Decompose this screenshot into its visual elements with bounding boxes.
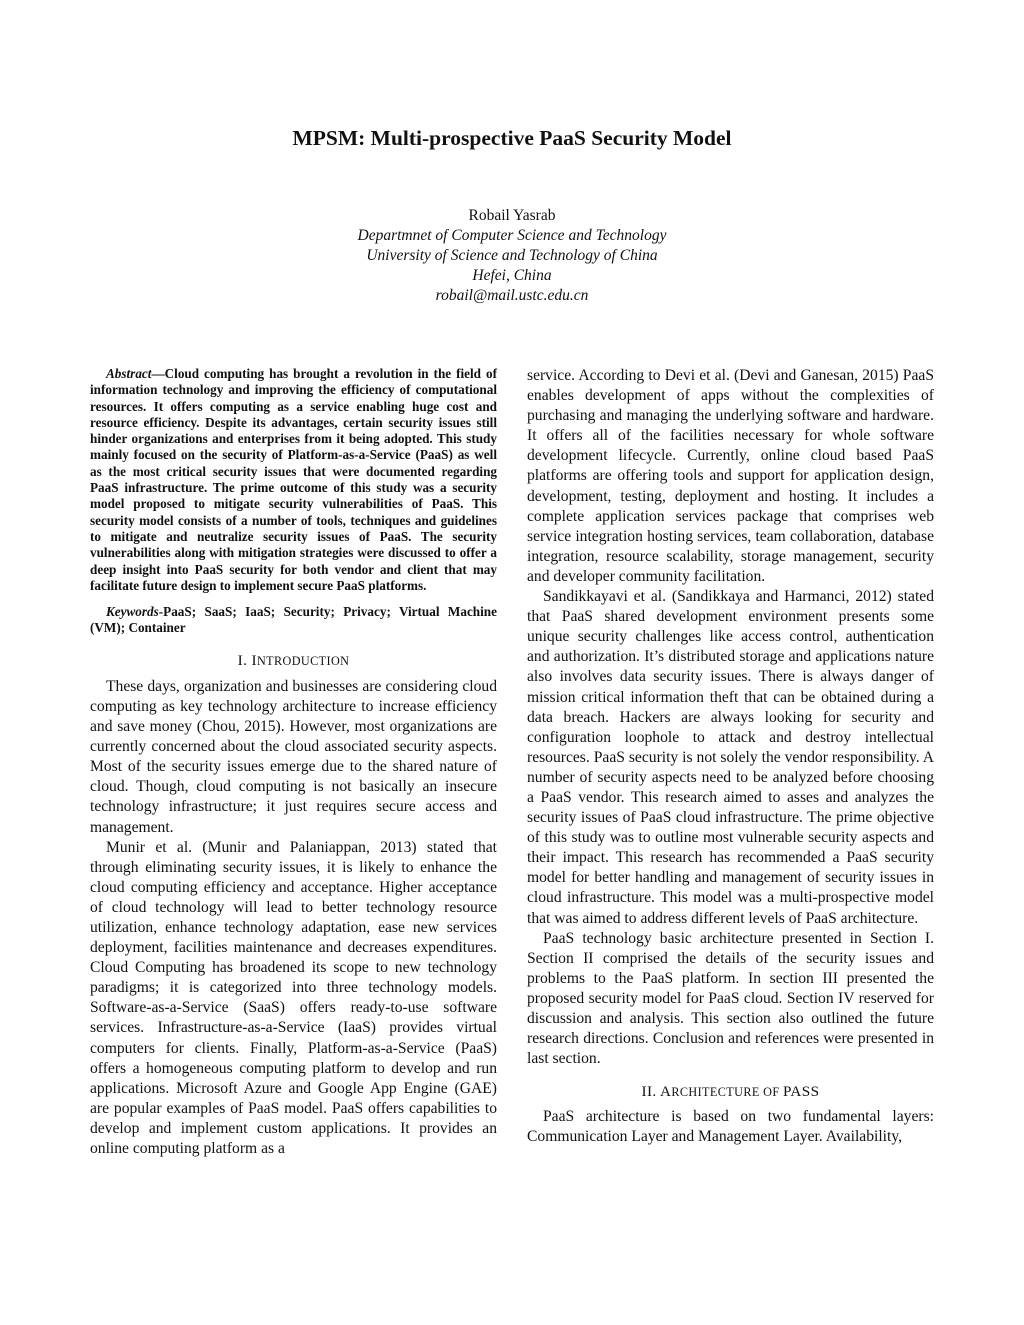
abstract-dash: —	[151, 366, 165, 381]
left-column	[90, 366, 497, 1159]
section-title-cap: I	[251, 651, 257, 669]
architecture-paragraph-1: PaaS architecture is based on two fundamental layers: Communication Layer and Management Layer. Availability,	[527, 1108, 934, 1146]
intro-paragraph-1: These days, organization and businesses are considering cloud computing as key technology architecture to increase efficiency and save money (Chou, 2015). However, most organizations are currently concerned about the cloud associated security aspects. Most of the security issues emerge due to the shared nature of cloud. Though, cloud computing is not basically an insecure technology infrastructure; it just requires secure access and management.	[90, 677, 497, 836]
section-heading-architecture	[527, 1082, 934, 1102]
intro-paragraph-3: Sandikkayavi et al. (Sandikkaya and Harmanci, 2012) stated that PaaS shared development environment presents some unique security challenges like access control, authentication and authorization. It’s distributed storage and applications nature also involves data security issues. There is always danger of mission critical information theft that can be obtained during a data breach. Hackers are always looking for security and configuration loophole to attack and destroy intellectual resources. PaaS security is not solely the vendor responsibility. A number of security aspects need to be analyzed before choosing a PaaS vendor. This research aimed to asses and analyzes the security issues of PaaS cloud infrastructure. The prime objective of this study was to outline most vulnerable security aspects and their impact. This research has recommended a PaaS security model for better handling and management of security issues in cloud infrastructure. This model was a multi-prospective model that was aimed to address different levels of PaaS architecture.	[527, 588, 934, 927]
abstract-label: Abstract	[106, 366, 152, 381]
intro-paragraph-2: Munir et al. (Munir and Palaniappan, 2013) stated that through eliminating security issues, it is likely to enhance the cloud computing efficiency and acceptance. Higher acceptance of cloud technology will lead to better technology resource utilization, enhance technology adaptation, ease new services deployment, facilities maintenance and decreases expenditures. Cloud Computing has broadened its scope to new technology paradigms; it is categorized into three technology models. Software-as-a-Service (SaaS) offers ready-to-use software services. Infrastructure-as-a-Service (IaaS) provides virtual computers for clients. Finally, Platform-as-a-Service (PaaS) offers a homogeneous computing platform to develop and run applications. Microsoft Azure and Google App Engine (GAE) are popular examples of PaaS model. PaaS offers capabilities to develop and implement custom applications. It provides an online computing platform as a	[90, 838, 497, 1157]
author-block	[0, 206, 1024, 306]
abstract-text: Cloud computing has brought a revolution in the field of information technology and improving the efficiency of computational resources. It offers computing as a service enabling huge cost and resource efficiency. Despite its advantages, certain security issues still hinder organizations and enterprises from it being adopted. This study mainly focused on the security of Platform-as-a-Service (PaaS) as well as the most critical security issues that were documented regarding PaaS infrastructure. The prime outcome of this study was a security model proposed to mitigate security vulnerabilities of PaaS. This security model consists of a number of tools, techniques and guidelines to mitigate and neutralize security issues of PaaS. The security vulnerabilities along with mitigation strategies were discussed to offer a deep insight into PaaS security for both vendor and client that may facilitate future design to implement secure PaaS platforms.	[90, 366, 497, 593]
author-name: Robail Yasrab	[468, 207, 556, 224]
section-numeral: II.	[641, 1083, 657, 1101]
abstract	[90, 366, 497, 594]
author-email: robail@mail.ustc.edu.cn	[435, 287, 589, 304]
right-column	[527, 366, 934, 1148]
section-title-rest: RCHITECTURE OF	[671, 1085, 783, 1100]
keywords	[90, 604, 497, 637]
intro-continuation: service. According to Devi et al. (Devi and Ganesan, 2015) PaaS enables development of apps without the complexities of purchasing and managing the underlying software and hardware. It offers all of the facilities necessary for whole software development lifecycle. Currently, online cloud based PaaS platforms are offering tools and support for application design, development, testing, deployment and hosting. It includes a complete application services package that comprises web service integration hosting services, team collaboration, database integration, resource scalability, storage management, security and developer community facilitation.	[527, 367, 934, 585]
section-title-rest: NTRODUCTION	[256, 653, 350, 668]
author-location: Hefei, China	[472, 267, 552, 284]
section-numeral: I.	[237, 651, 248, 669]
author-university: University of Science and Technology of China	[366, 247, 658, 264]
intro-paragraph-4: PaaS technology basic architecture presented in Section I. Section II comprised the details of the security issues and problems to the PaaS platform. In section III presented the proposed security model for PaaS cloud. Section IV reserved for discussion and analysis. This section also outlined the future research directions. Conclusion and references were presented in last section.	[527, 929, 934, 1068]
section-heading-introduction	[90, 651, 497, 671]
section-title-tail: PASS	[782, 1083, 820, 1101]
paper-title: MPSM: Multi-prospective PaaS Security Model	[292, 126, 732, 150]
keywords-text: -PaaS; SaaS; IaaS; Security; Privacy; Virtual Machine (VM); Container	[90, 604, 497, 636]
section-title-cap: A	[659, 1083, 672, 1101]
keywords-label: Keywords	[106, 604, 159, 620]
author-department: Departmnet of Computer Science and Technology	[357, 227, 667, 244]
